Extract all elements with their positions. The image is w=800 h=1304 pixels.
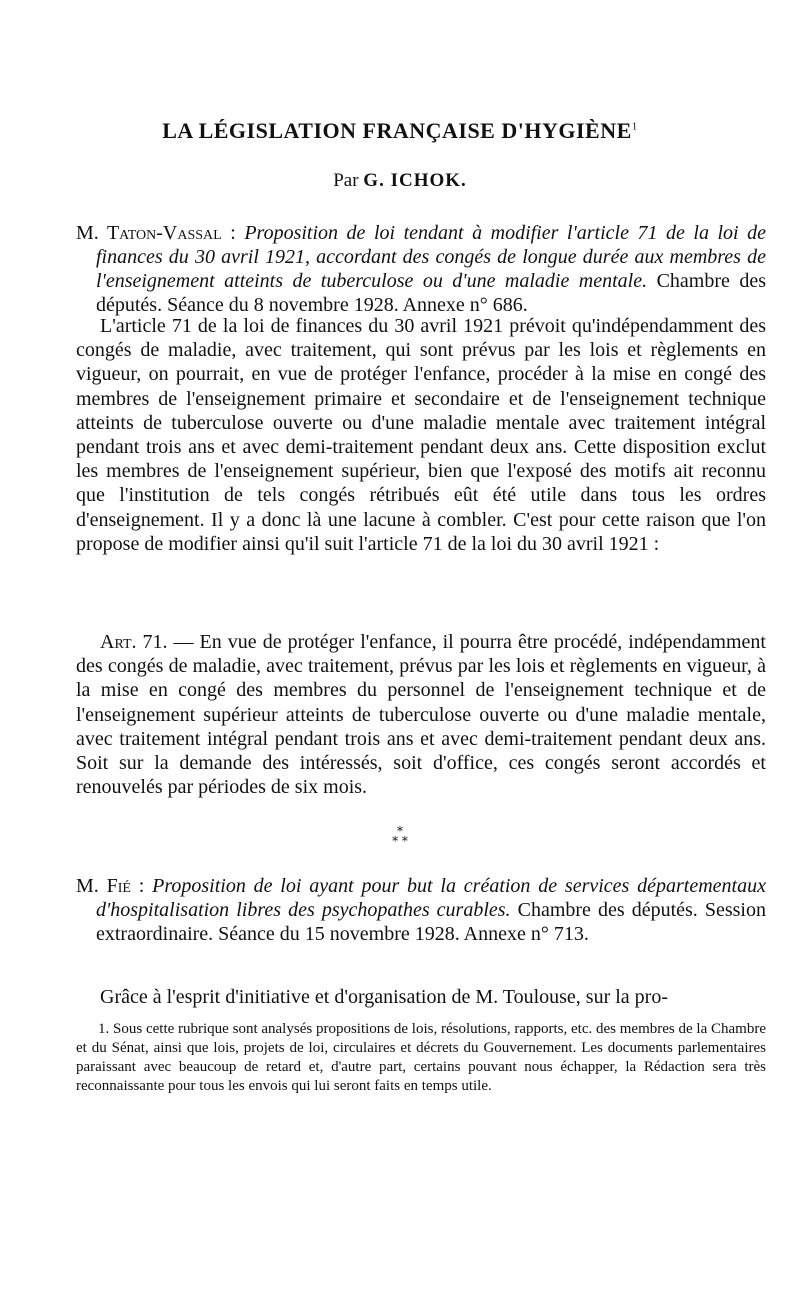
section-separator: * * *: [392, 824, 408, 848]
body-paragraph-toulouse: Grâce à l'esprit d'initiative et d'organisation de M. Toulouse, sur la pro-: [100, 986, 668, 1008]
body-paragraph-article-71: L'article 71 de la loi de finances du 30 avril 1921 prévoit qu'indépendamment des congés de maladie, avec traitement, qui sont prévus par les lois et règlements en vigueur, on pourrait, en vue de protéger l'enfance, procéder à la mise en congé des membres de l'enseignement primaire et secondaire et de l'enseignement technique atteints de tuberculose ouverte ou d'une maladie mentale avec traitement intégral pendant trois ans et avec demi-traitement pendant deux ans. Cette disposition exclut les membres de l'enseignement supérieur, bien que l'exposé des motifs ait reconnu que l'institution de tels congés rétribués eût été utile dans tous les ordres d'enseignement. Il y a donc là une lacune à combler. C'est pour cette raison que l'on propose de modifier ainsi qu'il suit l'article 71 de la loi du 30 avril 1921 :: [76, 315, 766, 555]
entry-details: Chambre des députés. Séance du 8 novembre 1928. Annexe n° 686.: [96, 270, 766, 316]
entry-bill-title: Proposition de loi ayant pour but la création de services départementaux d'hospitalisation libres des psychopathes curables.: [96, 875, 766, 921]
title-footnote-marker: 1: [631, 120, 638, 133]
byline: [0, 170, 800, 192]
article-71-text: [76, 630, 766, 799]
entry-separator: :: [130, 875, 153, 897]
byline-author: G. ICHOK.: [363, 170, 467, 191]
page-title: [0, 118, 800, 144]
bill-entry-fie: [76, 874, 766, 946]
article-body: — En vue de protéger l'enfance, il pourra être procédé, indépendamment des congés de maladie, avec traitement, prévus par les lois et règlements en vigueur, à la mise en congé des membres du personnel de l'enseignement technique et de l'enseignement supérieur atteints de tuberculose ouverte ou d'une maladie mentale, avec traitement intégral pendant trois ans et avec demi-traitement pendant deux ans. Soit sur la demande des intéressés, soit d'office, ces congés seront accordés et renouvelés par périodes de six mois.: [76, 631, 766, 799]
entry-separator: :: [221, 222, 245, 244]
entry-bill-title: Proposition de loi tendant à modifier l'article 71 de la loi de finances du 30 avril 1921, accordant des congés de longue durée aux membres de l'enseignement atteints de tuberculose ou d'une maladie mentale.: [96, 222, 766, 292]
entry-details: Chambre des députés. Session extraordinaire. Séance du 15 novembre 1928. Annexe n° 713.: [96, 899, 766, 945]
article-label: Art. 71.: [100, 631, 168, 653]
entry-author: M. Taton-Vassal: [76, 222, 222, 244]
bill-entry-taton-vassal: [76, 221, 766, 317]
footnote: 1. Sous cette rubrique sont analysés propositions de lois, résolutions, rapports, etc. des membres de la Chambre et du Sénat, ainsi que lois, projets de loi, circulaires et décrets du Gouvernement. Les documents parlementaires paraissant avec beaucoup de retard et, d'autre part, certains pouvant nous échapper, la Rédaction sera très reconnaissante pour tous les envois qui lui seront faits en temps utile.: [76, 1021, 766, 1094]
byline-prefix: Par: [333, 170, 359, 191]
entry-author: M. Fié: [76, 875, 131, 897]
title-text: LA LÉGISLATION FRANÇAISE D'HYGIÈNE: [162, 118, 632, 143]
